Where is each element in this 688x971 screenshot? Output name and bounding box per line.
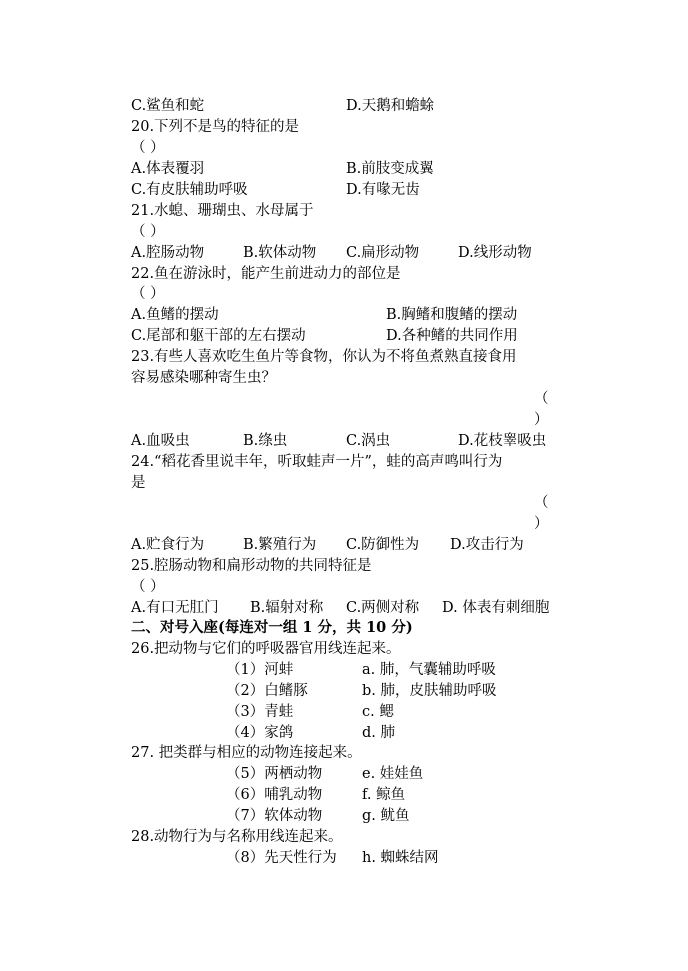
q23-option-b: B.绦虫 (243, 433, 288, 449)
q20-option-a: A.体表覆羽 (131, 161, 205, 177)
q21-option-d: D.线形动物 (458, 245, 532, 261)
q24-paren-open: （ (534, 495, 549, 511)
q21-option-c: C.扁形动物 (346, 245, 420, 261)
q19-option-c: C.鲨鱼和蛇 (131, 98, 205, 114)
q25-answer-paren: （ ） (131, 579, 165, 595)
q24-option-a: A.贮食行为 (131, 537, 205, 553)
q20-stem: 20.下列不是鸟的特征的是 (131, 119, 300, 135)
q24-stem-line1: 24.“稻花香里说丰年，听取蛙声一片”，蛙的高声鸣叫行为 (131, 454, 503, 470)
q27-left-item: （6）哺乳动物 (226, 787, 323, 803)
q28-stem: 28.动物行为与名称用线连起来。 (131, 829, 343, 845)
q23-option-a: A.血吸虫 (131, 433, 190, 449)
q24-option-b: B.繁殖行为 (243, 537, 317, 553)
q23-option-d: D.花枝睾吸虫 (458, 433, 547, 449)
q24-paren-close: ） (534, 516, 549, 532)
q19-option-d: D.天鹅和蟾蜍 (346, 98, 435, 114)
q27-left-item: （5）两栖动物 (226, 766, 323, 782)
section-heading: 二、对号入座(每连对一组 1 分，共 10 分) (131, 619, 413, 636)
q24-option-c: C.防御性为 (346, 537, 420, 553)
q20-option-c: C.有皮肤辅助呼吸 (131, 182, 248, 198)
q22-option-d: D.各种鳍的共同作用 (386, 328, 518, 344)
q20-answer-paren: （ ） (131, 140, 165, 156)
q23-paren-close: ） (534, 412, 549, 428)
q26-left-item: （3）青蛙 (226, 704, 294, 720)
q23-paren-open: （ (534, 391, 549, 407)
q23-stem-line2: 容易感染哪种寄生虫？ (131, 370, 276, 386)
q26-right-item: b. 肺，皮肤辅助呼吸 (362, 683, 497, 699)
q27-right-item: e. 娃娃鱼 (362, 766, 424, 782)
q28-left-item: （8）先天性行为 (226, 850, 337, 866)
q26-left-item: （4）家鸽 (226, 725, 294, 741)
q25-stem: 25.腔肠动物和扁形动物的共同特征是 (131, 558, 372, 574)
q22-option-a: A.鱼鳍的摆动 (131, 307, 219, 323)
q25-option-a: A.有口无肛门 (131, 600, 219, 616)
q22-option-b: B.胸鳍和腹鳍的摆动 (386, 307, 518, 323)
q24-option-d: D.攻击行为 (450, 537, 524, 553)
q22-option-c: C.尾部和躯干部的左右摆动 (131, 328, 306, 344)
q28-right-item: h. 蜘蛛结网 (362, 850, 439, 866)
q22-stem: 22.鱼在游泳时，能产生前进动力的部位是 (131, 266, 401, 282)
q26-right-item: a. 肺，气囊辅助呼吸 (362, 662, 496, 678)
q23-stem-line1: 23.有些人喜欢吃生鱼片等食物，你认为不将鱼煮熟直接食用 (131, 349, 517, 365)
q25-option-d: D. 体表有刺细胞 (442, 600, 550, 616)
q25-option-b: B.辐射对称 (250, 600, 324, 616)
q21-option-a: A.腔肠动物 (131, 245, 205, 261)
q22-answer-paren: （ ） (131, 286, 165, 302)
q21-option-b: B.软体动物 (243, 245, 317, 261)
q21-stem: 21.水螅、珊瑚虫、水母属于 (131, 203, 314, 219)
q27-right-item: f. 鲸鱼 (362, 787, 406, 803)
q24-stem-line2: 是 (131, 475, 146, 491)
q20-option-b: B.前肢变成翼 (346, 161, 434, 177)
q25-option-c: C.两侧对称 (346, 600, 420, 616)
q21-answer-paren: （ ） (131, 224, 165, 240)
q26-stem: 26.把动物与它们的呼吸器官用线连起来。 (131, 641, 401, 657)
q20-option-d: D.有喙无齿 (346, 182, 420, 198)
q26-left-item: （1）河蚌 (226, 662, 294, 678)
q27-left-item: （7）软体动物 (226, 808, 323, 824)
q26-right-item: c. 鳃 (362, 704, 394, 720)
q23-option-c: C.涡虫 (346, 433, 391, 449)
q26-left-item: （2）白鳍豚 (226, 683, 308, 699)
q27-right-item: g. 鱿鱼 (362, 808, 410, 824)
q26-right-item: d. 肺 (362, 725, 396, 741)
q27-stem: 27. 把类群与相应的动物连接起来。 (131, 745, 362, 761)
